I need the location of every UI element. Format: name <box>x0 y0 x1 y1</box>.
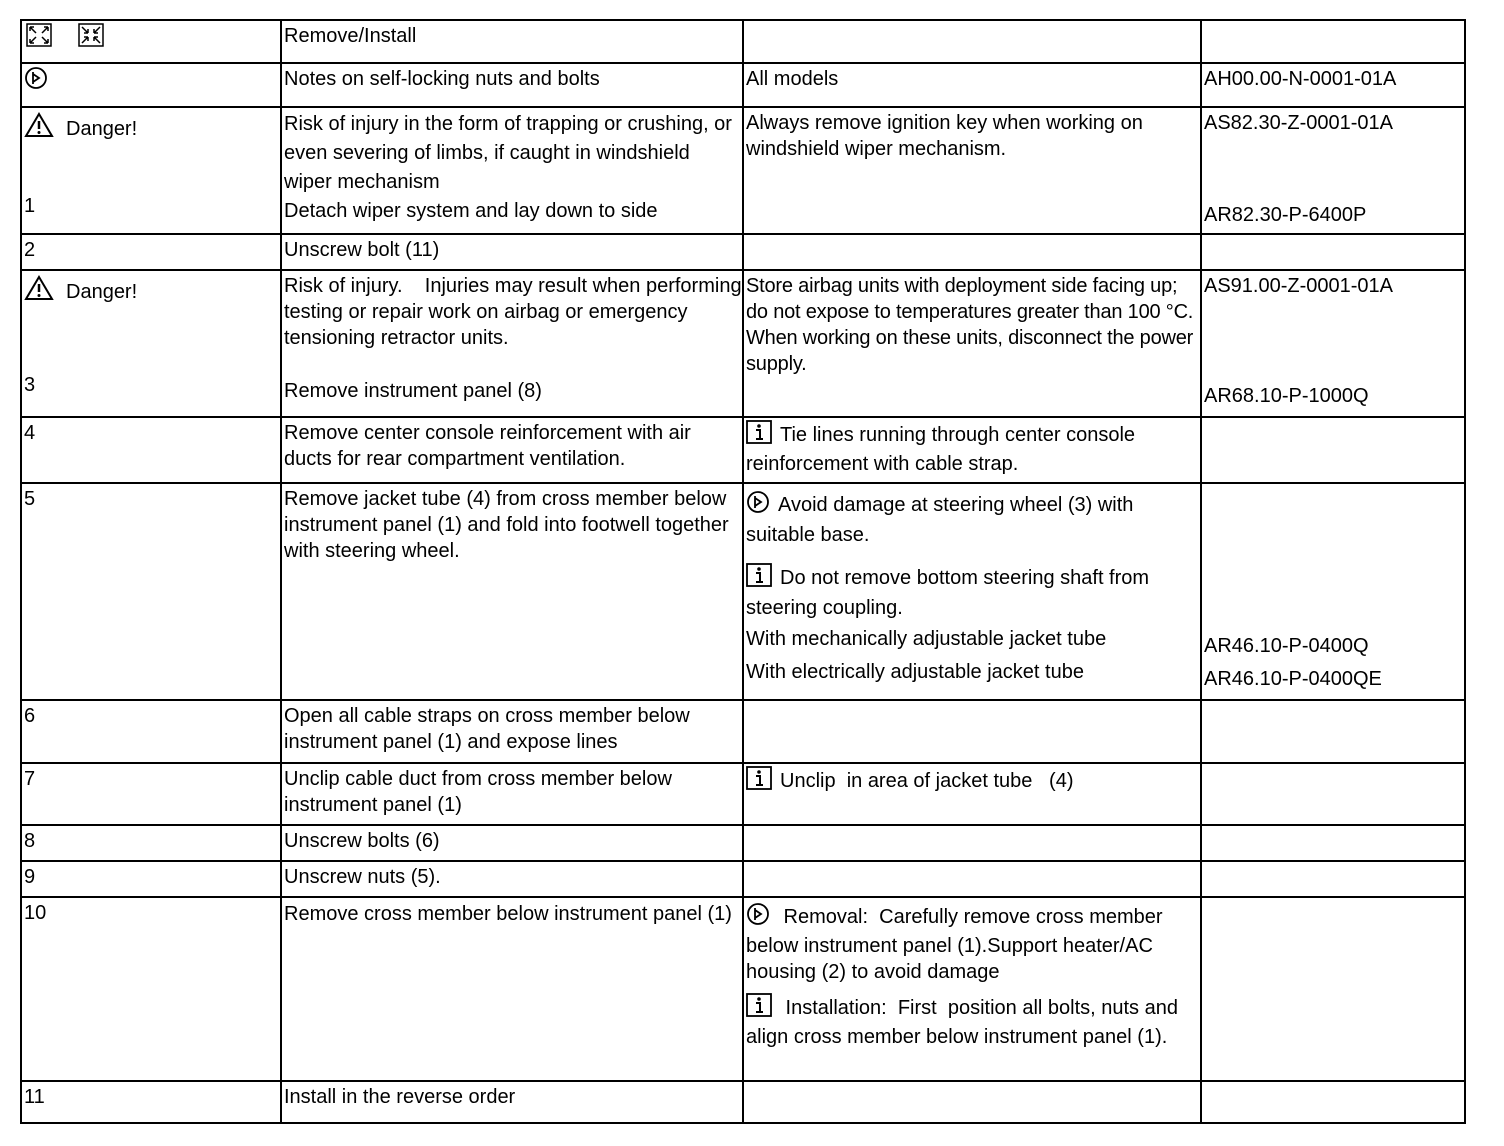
reference-link[interactable]: AR68.10-P-1000Q <box>1204 385 1369 407</box>
reference-link[interactable]: AR82.30-P-6400P <box>1204 204 1367 226</box>
danger-label: Danger! <box>66 118 138 140</box>
step-tip: Do not remove bottom steering shaft from steering coupling. <box>746 567 1150 619</box>
table-row <box>21 483 1465 700</box>
step-info: Unclip in area of jacket tube (4) <box>780 770 1074 792</box>
step-note: Removal: Carefully remove cross member below instrument panel (1).Support heater/AC housing (2) to avoid damage <box>746 906 1169 983</box>
table-row <box>21 897 1465 1081</box>
step-note: Avoid damage at steering wheel (3) with suitable base. <box>746 494 1134 546</box>
info-icon <box>746 993 772 1024</box>
step-number: 1 <box>24 195 36 217</box>
table-row <box>21 825 1465 861</box>
step-action: Unscrew bolt (11) <box>281 234 743 270</box>
reference-link[interactable]: AR46.10-P-0400QE <box>1204 668 1382 690</box>
step-action: Remove cross member below instrument panel (1) <box>281 897 743 1081</box>
step-number: 3 <box>24 374 36 396</box>
table-row <box>21 63 1465 107</box>
note-icon <box>24 66 48 97</box>
step-tip: Installation: First position all bolts, nuts and align cross member below instrument panel (1). <box>746 997 1184 1048</box>
step-info: All models <box>743 63 1201 107</box>
table-row <box>21 1081 1465 1123</box>
note-icon <box>746 490 770 521</box>
collapse-icon[interactable] <box>78 23 104 54</box>
reference-link[interactable]: AS82.30-Z-0001-01A <box>1204 112 1394 134</box>
step-number: 4 <box>21 417 281 483</box>
step-info: Tie lines running through center console reinforcement with cable strap. <box>746 424 1136 475</box>
table-row <box>21 107 1465 234</box>
expand-icon[interactable] <box>26 23 52 54</box>
note-icon <box>746 902 770 933</box>
step-number: 5 <box>21 483 281 700</box>
danger-info: Always remove ignition key when working on windshield wiper mechanism. <box>743 107 1201 234</box>
step-action: Unscrew bolts (6) <box>281 825 743 861</box>
warning-icon <box>24 275 54 308</box>
variant-text: With electrically adjustable jacket tube <box>746 661 1084 683</box>
reference-link[interactable]: AR46.10-P-0400Q <box>1204 635 1369 657</box>
step-number: 11 <box>21 1081 281 1123</box>
danger-info: Store airbag units with deployment side facing up; do not expose to temperatures greater than 100 °C. When working on these units, disconnect the power supply. <box>743 270 1201 417</box>
table-row <box>21 700 1465 763</box>
table-row <box>21 417 1465 483</box>
info-icon <box>746 420 772 451</box>
procedure-table <box>20 19 1466 1124</box>
step-action: Install in the reverse order <box>281 1081 743 1123</box>
table-row <box>21 861 1465 897</box>
header-icons-cell <box>21 20 281 63</box>
danger-text: Risk of injury in the form of trapping or crushing, or even severing of limbs, if caught in windshield wiper mechanism <box>284 113 732 193</box>
danger-text: Risk of injury. Injuries may result when performing testing or repair work on airbag or emergency tensioning retractor units. <box>284 275 748 349</box>
table-row <box>21 20 1465 63</box>
step-number: 7 <box>21 763 281 825</box>
step-action: Open all cable straps on cross member below instrument panel (1) and expose lines <box>281 700 743 763</box>
step-action: Unscrew nuts (5). <box>281 861 743 897</box>
step-action: Remove instrument panel (8) <box>284 380 542 402</box>
step-number: 8 <box>21 825 281 861</box>
step-action: Unclip cable duct from cross member below instrument panel (1) <box>281 763 743 825</box>
variant-text: With mechanically adjustable jacket tube <box>746 628 1107 650</box>
reference-link[interactable]: AH00.00-N-0001-01A <box>1201 63 1465 107</box>
step-number: 9 <box>21 861 281 897</box>
table-row <box>21 270 1465 417</box>
warning-icon <box>24 112 54 145</box>
reference-link[interactable]: AS91.00-Z-0001-01A <box>1204 275 1394 297</box>
danger-label: Danger! <box>66 281 138 303</box>
step-number: 2 <box>21 234 281 270</box>
table-row <box>21 234 1465 270</box>
step-action: Detach wiper system and lay down to side <box>284 200 658 222</box>
step-action: Remove center console reinforcement with air ducts for rear compartment ventilation. <box>281 417 743 483</box>
step-number: 10 <box>21 897 281 1081</box>
step-action: Remove jacket tube (4) from cross member below instrument panel (1) and fold into footwell together with steering wheel. <box>281 483 743 700</box>
header-title: Remove/Install <box>281 20 743 63</box>
info-icon <box>746 766 772 797</box>
info-icon <box>746 563 772 594</box>
table-row <box>21 763 1465 825</box>
step-number: 6 <box>21 700 281 763</box>
step-action: Notes on self-locking nuts and bolts <box>281 63 743 107</box>
